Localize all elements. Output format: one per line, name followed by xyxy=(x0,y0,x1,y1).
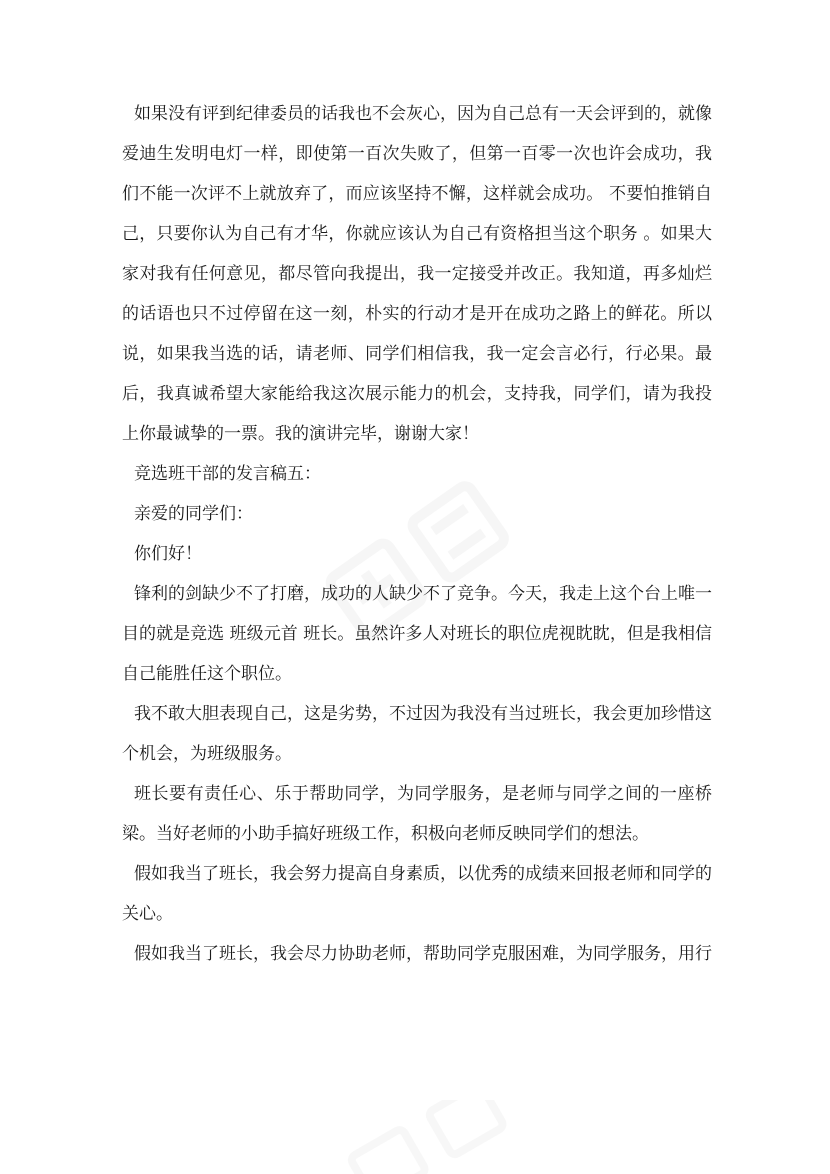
paragraph: 假如我当了班长，我会努力提高自身素质，以优秀的成绩来回报老师和同学的关心。 xyxy=(122,864,712,924)
greeting: 你们好！ xyxy=(134,544,202,564)
paragraph: 如果没有评到纪律委员的话我也不会灰心，因为自己总有一天会评到的，就像爱迪生发明电灯一样，即使第一百次失败了，但第一百零一次也许会成功，我们不能一次评不上就放弃了，而应该坚持不懈，这样就会成功。 不要怕推销自己，只要你认为自己有才华，你就应该认为自己有资格担当这个职务 。如果大家对我有任何意见，都尽管向我提出，我一定接受并改正。我知道，再多灿烂的话语也只不过停留在这一刻，朴实的行动才是开在成功之路上的鲜花。所以说，如果我当选的话，请老师、同学们相信我，我一定会言必行，行必果。最后，我真诚希望大家能给我这次展示能力的机会，支持我，同学们，请为我投上你最诚挚的一票。我的演讲完毕，谢谢大家！ xyxy=(122,104,712,444)
watermark-logo-bottom xyxy=(320,1100,540,1174)
section-heading: 竞选班干部的发言稿五： xyxy=(134,464,321,484)
paragraph: 班长要有责任心、乐于帮助同学，为同学服务，是老师与同学之间的一座桥梁。当好老师的小助手搞好班级工作，积极向老师反映同学们的想法。 xyxy=(122,784,712,844)
paragraph: 锋利的剑缺少不了打磨，成功的人缺少不了竞争。今天，我走上这个台上唯一目的就是竞选 班级元首 班长。虽然许多人对班长的职位虎视眈眈，但是我相信自己能胜任这个职位。 xyxy=(122,584,712,684)
paragraph: 我不敢大胆表现自己，这是劣势，不过因为我没有当过班长，我会更加珍惜这个机会，为班级服务。 xyxy=(122,704,712,764)
salutation: 亲爱的同学们： xyxy=(134,504,253,524)
document-body xyxy=(122,94,712,974)
paragraph: 假如我当了班长，我会尽力协助老师，帮助同学克服困难，为同学服务，用行 xyxy=(134,944,712,964)
